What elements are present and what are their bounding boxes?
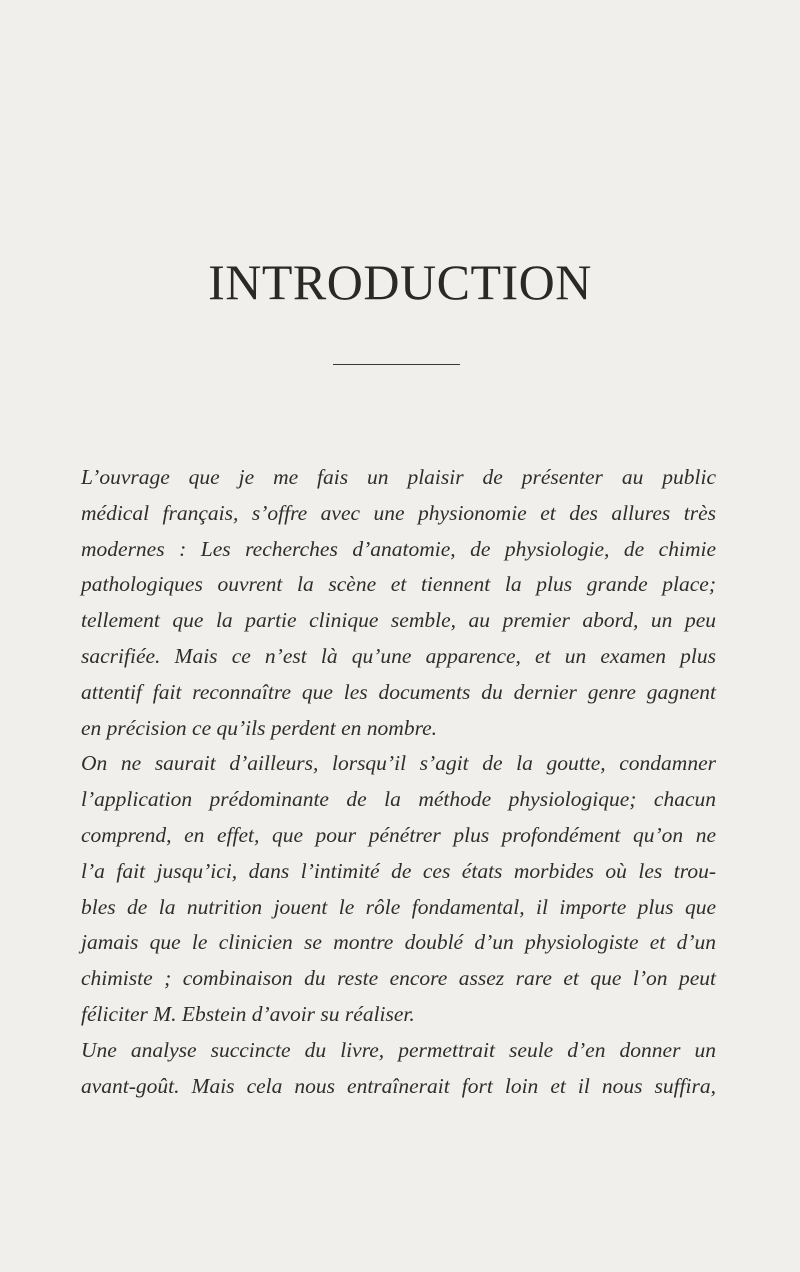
- paragraph-1: [81, 460, 716, 746]
- text-line: Une analyse succincte du livre, permettrait seule d’en donner un: [81, 1037, 716, 1062]
- title-divider: [333, 364, 460, 365]
- text-line: l’application prédominante de la méthode physiologique; chacun: [81, 787, 716, 812]
- text-line: en précision ce qu’ils perdent en nombre.: [81, 715, 438, 740]
- text-line: féliciter M. Ebstein d’avoir su réaliser.: [81, 1001, 415, 1026]
- text-line: chimiste ; combinaison du reste encore assez rare et que l’on peut: [81, 966, 716, 991]
- text-line: avant-goût. Mais cela nous entraînerait fort loin et il nous suffira,: [81, 1073, 716, 1098]
- text-line: l’a fait jusqu’ici, dans l’intimité de ces états morbides où les trou-: [81, 858, 716, 883]
- text-line: modernes : Les recherches d’anatomie, de physiologie, de chimie: [81, 536, 716, 561]
- text-line: L’ouvrage que je me fais un plaisir de présenter au public: [81, 465, 716, 489]
- text-line: médical français, s’offre avec une physionomie et des allures très: [81, 500, 716, 525]
- text-line: pathologiques ouvrent la scène et tiennent la plus grande place;: [81, 572, 716, 597]
- text-line: sacrifiée. Mais ce n’est là qu’une apparence, et un examen plus: [81, 643, 716, 668]
- text-line: attentif fait reconnaître que les documents du dernier genre gagnent: [81, 679, 716, 704]
- text-line: tellement que la partie clinique semble, au premier abord, un peu: [81, 608, 716, 633]
- page-title: INTRODUCTION: [208, 254, 592, 310]
- text-line: comprend, en effet, que pour pénétrer plus profondément qu’on ne: [81, 822, 716, 847]
- text-line: On ne saurait d’ailleurs, lorsqu’il s’agit de la goutte, condamner: [81, 751, 716, 776]
- text-line: bles de la nutrition jouent le rôle fondamental, il importe plus que: [81, 894, 716, 919]
- body-text: [81, 460, 716, 1104]
- text-line: jamais que le clinicien se montre doublé d’un physiologiste et d’un: [81, 930, 716, 955]
- paragraph-3: [81, 1033, 716, 1105]
- paragraph-2: [81, 746, 716, 1032]
